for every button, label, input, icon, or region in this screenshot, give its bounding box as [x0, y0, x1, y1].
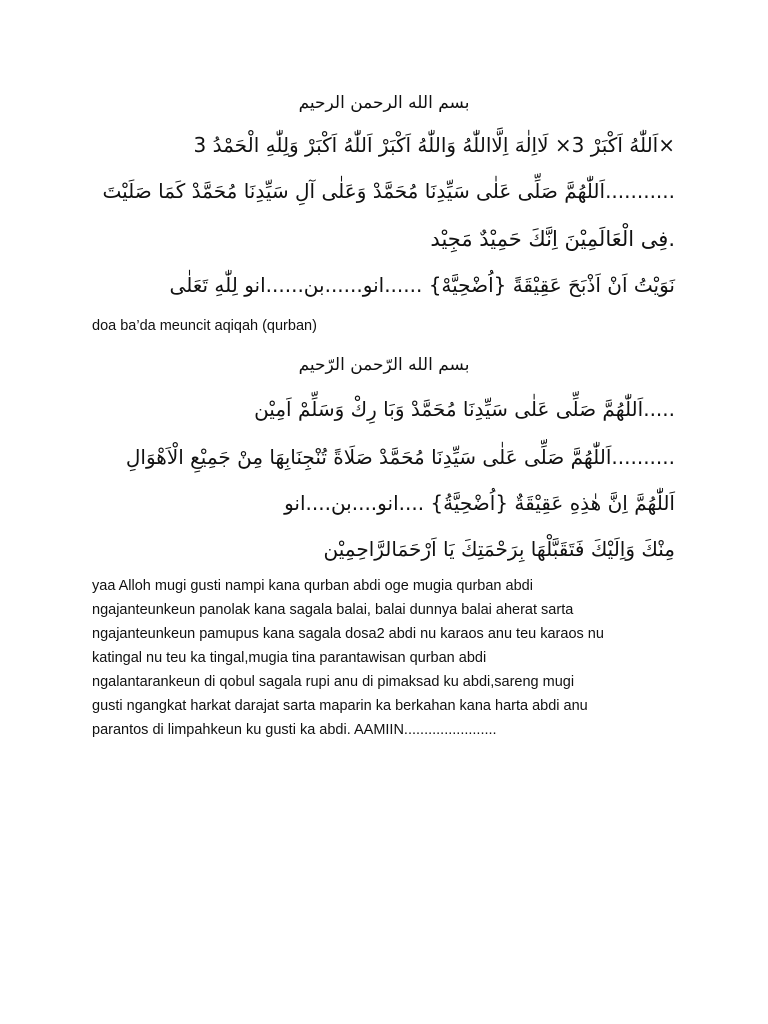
prayer-line: ngajanteunkeun pamupus kana sagala dosa2 abdi nu karaos anu teu karaos nu — [92, 626, 604, 642]
prayer-line: katingal nu teu ka tingal,mugia tina parantawisan qurban abdi — [92, 650, 487, 666]
niyyah-line: نَوَيْتُ اَنْ اَذْبَحَ عَقِيْقَةً {اُضْحِيَّهْ} ......انو......بن......انو لِلّٰهِ تَعَلٰى — [169, 273, 675, 297]
prayer-line: ngalantarankeun di qobul sagala rupi anu di pimaksad ku abdi,sareng mugi — [92, 674, 575, 690]
prayer-line: parantos di limpahkeun ku gusti ka abdi. AAMIIN....................... — [92, 722, 497, 738]
doa-line-2: ..........اَللّٰهُمَّ صَلِّى عَلٰى سَيِّدِنَا مُحَمَّدْ صَلَاةً تُنْجِنَابِهَا مِنْ جَمِيْعِ الْاَهْوَالِ — [125, 445, 675, 469]
doa-line-4: مِنْكَ وَاِلَيْكَ فَتَقَبَّلْهَا بِرَحْمَتِكَ يَا اَرْحَمَالرَّاحِمِيْن — [323, 537, 675, 561]
basmalah-heading-2: بسم الله الرّحمن الرّحيم — [298, 355, 470, 375]
doa-line-3: اَللّٰهُمَّ اِنَّ هٰذِهِ عَقِيْقَةٌ {اُضْحِيَّةُ} ....انو....بن....انو — [284, 491, 675, 515]
takbir-line: ×اَللّٰهُ اَكْبَرْ 3× لَااِلٰهَ اِلَّااللّٰهُ وَاللّٰهُ اَكْبَرْ اَللّٰهُ اَكْبَرْ وَلِلّٰهِ الْحَمْدُ 3 — [193, 133, 675, 157]
shalawat-line-1: ...........اَللّٰهُمَّ صَلِّى عَلٰى سَيِّدِنَا مُحَمَّدْ وَعَلٰى آلِ سَيِّدِنَا مُحَمَّدْ كَمَا صَلَيْتَ — [102, 179, 675, 203]
section-caption: doa ba’da meuncit aqiqah (qurban) — [92, 318, 317, 334]
basmalah-heading-1: بسم الله الرحمن الرحيم — [298, 93, 470, 113]
sundanese-prayer-paragraph — [92, 574, 682, 742]
shalawat-line-2: .فِى الْعَالَمِيْنَ اِنَّكَ حَمِيْدٌ مَجِيْد — [430, 227, 675, 251]
prayer-line: gusti ngangkat harkat darajat sarta maparin ka berkahan kana harta abdi anu — [92, 698, 588, 714]
doa-line-1: .....اَللّٰهُمَّ صَلِّى عَلٰى سَيِّدِنَا مُحَمَّدْ وَبَا رِكْ وَسَلِّمْ اَمِيْن — [254, 397, 675, 421]
prayer-line: ngajanteunkeun panolak kana sagala balai, balai dunnya balai aherat sarta — [92, 602, 574, 618]
prayer-line: yaa Alloh mugi gusti nampi kana qurban abdi oge mugia qurban abdi — [92, 578, 533, 594]
